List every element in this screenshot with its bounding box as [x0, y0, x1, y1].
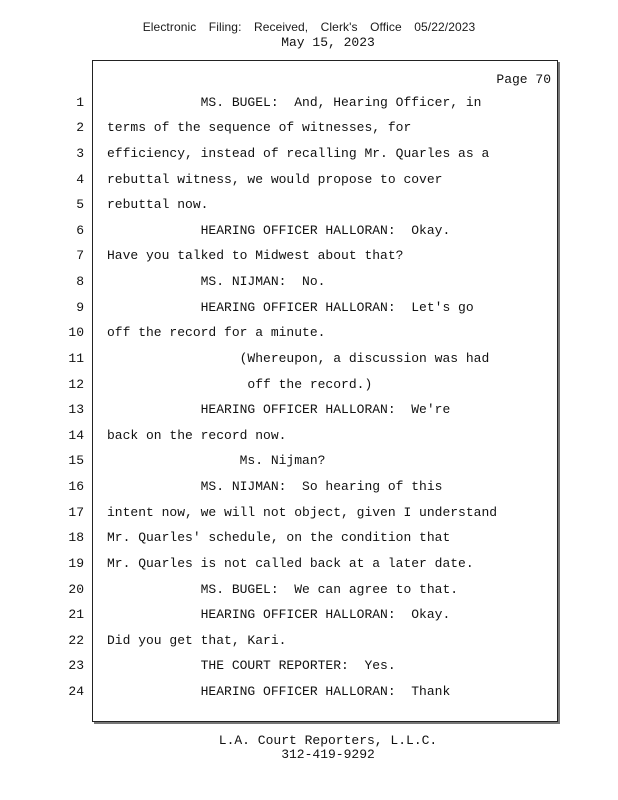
- transcript-line: (Whereupon, a discussion was had: [107, 351, 490, 366]
- page-number: Page 70: [496, 72, 551, 87]
- line-number: 21: [68, 607, 84, 622]
- transcript-line: Mr. Quarles' schedule, on the condition that: [107, 530, 451, 545]
- transcript-line: MS. BUGEL: And, Hearing Officer, in: [107, 95, 482, 110]
- transcript-line: off the record for a minute.: [107, 325, 326, 340]
- line-number: 1: [76, 95, 84, 110]
- transcript-line: rebuttal witness, we would propose to cover: [107, 172, 443, 187]
- transcript-line: MS. NIJMAN: So hearing of this: [107, 479, 443, 494]
- line-number: 14: [68, 428, 84, 443]
- line-number: 19: [68, 556, 84, 571]
- transcript-line: Have you talked to Midwest about that?: [107, 248, 404, 263]
- line-number: 5: [76, 197, 84, 212]
- line-number: 6: [76, 223, 84, 238]
- court-reporter-company: L.A. Court Reporters, L.L.C.: [218, 733, 438, 748]
- line-number: 11: [68, 351, 84, 366]
- transcript-line: HEARING OFFICER HALLORAN: Let's go: [107, 300, 474, 315]
- line-number: 17: [68, 505, 84, 520]
- line-number: 16: [68, 479, 84, 494]
- line-number: 22: [68, 633, 84, 648]
- line-number: 13: [68, 402, 84, 417]
- line-number: 10: [68, 325, 84, 340]
- transcript-line: HEARING OFFICER HALLORAN: Okay.: [107, 223, 451, 238]
- transcript-line: THE COURT REPORTER: Yes.: [107, 658, 396, 673]
- transcript-line: efficiency, instead of recalling Mr. Quarles as a: [107, 146, 490, 161]
- transcript-line: HEARING OFFICER HALLORAN: We're: [107, 402, 451, 417]
- transcript-line: HEARING OFFICER HALLORAN: Okay.: [107, 607, 451, 622]
- transcript-line: intent now, we will not object, given I understand: [107, 505, 498, 520]
- hearing-date: May 15, 2023: [281, 35, 375, 50]
- line-number: 12: [68, 377, 84, 392]
- line-number: 3: [76, 146, 84, 161]
- transcript-line: Ms. Nijman?: [107, 453, 326, 468]
- filing-stamp: Electronic Filing: Received, Clerk's Office 05/22/2023: [142, 20, 476, 34]
- line-number: 20: [68, 582, 84, 597]
- transcript-line: back on the record now.: [107, 428, 287, 443]
- line-number: 2: [76, 120, 84, 135]
- transcript-line: Did you get that, Kari.: [107, 633, 287, 648]
- transcript-line: rebuttal now.: [107, 197, 209, 212]
- transcript-line: HEARING OFFICER HALLORAN: Thank: [107, 684, 451, 699]
- transcript-line: terms of the sequence of witnesses, for: [107, 120, 412, 135]
- line-number: 4: [76, 172, 84, 187]
- line-number: 24: [68, 684, 84, 699]
- line-number: 9: [76, 300, 84, 315]
- line-number: 7: [76, 248, 84, 263]
- transcript-line: off the record.): [107, 377, 373, 392]
- court-reporter-phone: 312-419-9292: [281, 747, 375, 762]
- transcript-line: MS. NIJMAN: No.: [107, 274, 326, 289]
- line-number: 8: [76, 274, 84, 289]
- transcript-line: MS. BUGEL: We can agree to that.: [107, 582, 459, 597]
- line-number: 15: [68, 453, 84, 468]
- transcript-line: Mr. Quarles is not called back at a later date.: [107, 556, 474, 571]
- line-number: 23: [68, 658, 84, 673]
- line-number: 18: [68, 530, 84, 545]
